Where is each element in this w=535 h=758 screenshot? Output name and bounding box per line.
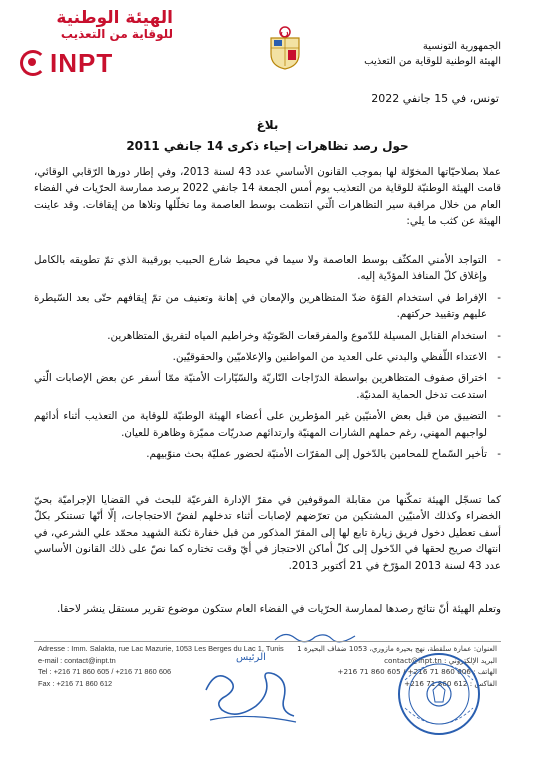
gov-line2: الهيئة الوطنية للوقاية من التعذيب (364, 55, 501, 67)
list-item: - التواجد الأمني المكثّف بوسط العاصمة ولا سيما في محيط شارع الحبيب بورقيبة الذي تمّ تطويقه بالكامل وإغلاق كلّ المنافذ المؤدّية إليه. (34, 252, 501, 285)
closing-paragraph (34, 601, 501, 617)
para2-text: كما تسجّل الهيئة تمكّنها من مقابلة الموقوفين في مقرّ الإدارة الفرعيّة للبحث في القضايا الإجراميّة بحيّ الخضراء وكذلك الأمنيّين المشتكين من تعرّضهم لإصابات أثناء تدخلهم لفضّ الاحتجاجات، إلّا أنّها تستنكر بكلّ أسف تعطيل دخول فريق زيارة تابع لها إلى المقرّ المذكور من قبل خفارة ثكنة الشهيد محمّد علي الشرعي، في انتهاك صريح لحقها في الدّخول إلى كلّ أماكن الاحتجاز في أيّ وقت تختاره كما نصّ على ذلك القانون الأساسي عدد 43 لسنة 2013 المؤرّخ في 21 أكتوبر 2013. (34, 494, 501, 572)
footer-address: Adresse : Imm. Salakta, rue Lac Mazurie, 1053 Les Berges du Lac 1, Tunis (38, 644, 284, 653)
list-item: - استخدام القنابل المسيلة للدّموع والمفرقعات الصّوتيّة وخراطيم المياه لتفريق المتظاهرين. (34, 328, 501, 344)
footer-email-ar: البريد الإلكتروني : contact@inpt.tn (384, 655, 497, 665)
gov-line1: الجمهورية التونسية (422, 41, 501, 52)
footer-email: e-mail : contact@inpt.tn (38, 655, 116, 665)
signature-title: الرئيس (236, 652, 266, 663)
logo-ar-line2: للوقاية من التعذيب (60, 26, 173, 41)
list-item: - الإفراط في استخدام القوّة ضدّ المتظاهرين والإمعان في إهانة وتعنيف من تمّ إيقافهم حتّى بعد السّيطرة عليهم وتقييد حركتهم. (34, 290, 501, 323)
logo-latin-text: INPT (50, 48, 114, 78)
intro-text: عملا بصلاحيّاتها المخوّلة لها بموجب القانون الأساسي عدد 43 لسنة 2013، وفي إطار دورها الرّقابي الوقائي، قامت الهيئة الوطنيّة للوقاية من التعذيب يوم أمس الجمعة 14 جانفي 2022 برصد ممارسة الحرّيات في الفضاء العام من خلال مراقبة سير التظاهرات الّتي انتظمت بوسط العاصمة وما تخلّلها وتلاها من إيقافات. وقد عاينت الهيئة عن كثب ما يلي: (34, 166, 502, 228)
list-item: - تأخير السّماح للمحامين بالدّخول إلى المقرّات الأمنيّة لحضور عمليّة بحث منوّبيهم. (34, 446, 501, 462)
second-paragraph (34, 492, 501, 574)
intro-paragraph (34, 164, 501, 230)
government-header (301, 40, 501, 69)
para3-text: وتعلم الهيئة أنّ نتائج رصدها لممارسة الحرّيات في الفضاء العام ستكون موضوع تقرير مستقل ينشر لاحقا. (57, 603, 501, 615)
inpt-logo (20, 48, 160, 80)
logo-ar-line1: الهيئة الوطنية (56, 8, 173, 28)
footer-fax: Fax : +216 71 860 612 (38, 678, 113, 688)
tunisia-emblem-icon (268, 26, 302, 70)
document-date: تونس، في 15 جانفي 2022 (371, 92, 499, 105)
footer-divider (34, 641, 501, 642)
list-item: - التضييق من قبل بعض الأمنيّين غير المؤطرين على أعضاء الهيئة الوطنيّة للوقاية من التعذيب أثناء أدائهم لواجبهم المهني، رغم حملهم الشارات المهنيّة وارتدائهم صدريّات مميّزة وظاهرة للعيان. (34, 408, 501, 441)
official-stamp-icon (395, 650, 483, 738)
list-item: - اختراق صفوف المتظاهرين بواسطة الدرّاجات النّاريّة والسّيّارات الأمنيّة ممّا أسفر عن بعض الإصابات الّتي استدعت تدخل الحماية المدنيّة. (34, 370, 501, 403)
footer-tel-ar: الهاتف : 606 860 71 216+ / 605 860 71 216+ (337, 667, 497, 676)
footer-address-ar: العنوان: عمارة سلقطة، نهج بحيرة مازوري، 1053 ضفاف البحيرة 1 (297, 644, 497, 653)
observations-list (34, 252, 501, 462)
subject-heading: حول رصد تظاهرات إحياء ذكرى 14 جانفي 2011 (126, 139, 409, 153)
inpt-logo-arabic (18, 10, 173, 40)
list-item: - الاعتداء اللّفظي والبدني على العديد من المواطنين والإعلاميّين والحقوقيّين. (34, 349, 501, 365)
notice-title: بلاغ (256, 118, 279, 132)
logo-dot-icon (28, 58, 36, 66)
footer-tel: Tel : +216 71 860 605 / +216 71 860 606 (38, 667, 172, 676)
signature-icon (196, 650, 306, 730)
footer-fax-ar: الفاكس : 612 860 71 216+ (404, 678, 497, 688)
